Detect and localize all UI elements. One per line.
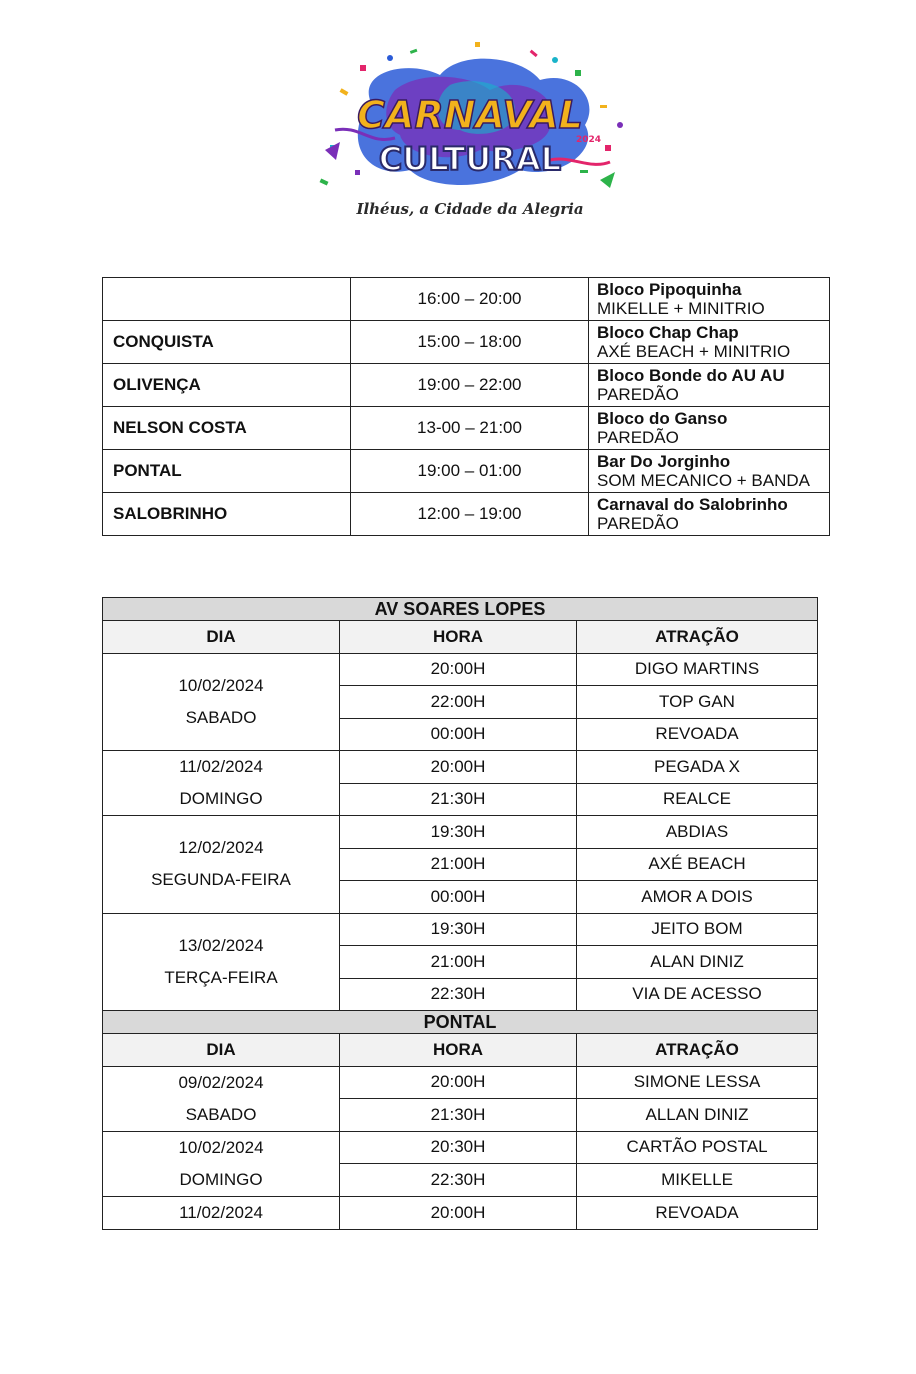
day-cell [103, 816, 340, 914]
day-date: 10/02/2024 [178, 675, 264, 695]
day-weekday: DOMINGO [179, 789, 263, 808]
bairro-row [103, 364, 830, 407]
attraction-subtitle: PAREDÃO [597, 385, 679, 404]
attraction-subtitle: SOM MECANICO + BANDA [597, 471, 811, 490]
time-cell: 12:00 – 19:00 [351, 493, 589, 536]
day-date: 13/02/2024 [178, 935, 264, 955]
attraction-cell: MIKELLE [577, 1164, 818, 1197]
attraction-cell: AMOR A DOIS [577, 881, 818, 914]
schedule-row [103, 751, 818, 784]
attraction-cell: AXÉ BEACH [577, 848, 818, 881]
day-date: 12/02/2024 [178, 838, 264, 858]
attraction-cell: REALCE [577, 783, 818, 816]
bairros-table [102, 277, 830, 536]
bairro-row [103, 493, 830, 536]
pontal-section-title: PONTAL [103, 1011, 818, 1034]
day-date: 11/02/2024 [179, 1202, 263, 1222]
soares-header-row [103, 621, 818, 654]
svg-text:CARNAVAL: CARNAVAL [357, 93, 583, 137]
attraction-cell: PEGADA X [577, 751, 818, 784]
day-date: 11/02/2024 [179, 757, 263, 776]
attraction-cell: SIMONE LESSA [577, 1066, 818, 1099]
attraction-cell: ABDIAS [577, 816, 818, 849]
location-cell: PONTAL [103, 450, 351, 493]
location-cell [103, 278, 351, 321]
day-cell [103, 1131, 340, 1196]
column-header-day: DIA [103, 1034, 340, 1067]
attraction-subtitle: PAREDÃO [597, 428, 679, 447]
attraction-subtitle: MIKELLE + MINITRIO [597, 299, 765, 318]
schedule-row [103, 653, 818, 686]
day-cell [103, 751, 340, 816]
pontal-header-row [103, 1034, 818, 1067]
location-cell: NELSON COSTA [103, 407, 351, 450]
day-cell [103, 1066, 340, 1131]
svg-text:CULTURAL: CULTURAL [378, 140, 562, 178]
attraction-cell: TOP GAN [577, 686, 818, 719]
hour-cell: 20:00H [340, 1196, 577, 1229]
bairro-row [103, 407, 830, 450]
carnaval-logo [300, 30, 640, 225]
attraction-title: Bloco Pipoquinha [597, 280, 742, 299]
svg-text:2024: 2024 [576, 135, 602, 145]
hour-cell: 00:00H [340, 718, 577, 751]
attraction-subtitle: PAREDÃO [597, 514, 679, 533]
attraction-cell [589, 278, 830, 321]
attraction-cell: CARTÃO POSTAL [577, 1131, 818, 1164]
location-cell: SALOBRINHO [103, 493, 351, 536]
schedule-row [103, 1131, 818, 1164]
attraction-title: Bloco Bonde do AU AU [597, 366, 785, 385]
attraction-cell: ALLAN DINIZ [577, 1099, 818, 1132]
hour-cell: 20:00H [340, 751, 577, 784]
day-cell [103, 653, 340, 751]
column-header-hour: HORA [340, 621, 577, 654]
attraction-cell [589, 450, 830, 493]
day-weekday: SABADO [185, 1104, 257, 1124]
day-date: 10/02/2024 [178, 1137, 264, 1157]
column-header-day: DIA [103, 621, 340, 654]
day-cell [103, 913, 340, 1011]
time-cell: 19:00 – 01:00 [351, 450, 589, 493]
soares-section-title-row [103, 598, 818, 621]
time-cell: 15:00 – 18:00 [351, 321, 589, 364]
hour-cell: 21:00H [340, 946, 577, 979]
time-cell: 13-00 – 21:00 [351, 407, 589, 450]
logo-tagline: Ilhéus, a Cidade da Alegria [356, 200, 584, 218]
hour-cell: 20:00H [340, 1066, 577, 1099]
attraction-cell: DIGO MARTINS [577, 653, 818, 686]
attraction-subtitle: AXÉ BEACH + MINITRIO [597, 342, 791, 361]
hour-cell: 20:00H [340, 653, 577, 686]
confetti-splash-icon [300, 30, 640, 200]
day-weekday: SABADO [185, 707, 257, 727]
hour-cell: 21:30H [340, 783, 577, 816]
day-weekday: TERÇA-FEIRA [164, 967, 278, 987]
pontal-section-title-row [103, 1011, 818, 1034]
hour-cell: 21:00H [340, 848, 577, 881]
attraction-cell [589, 493, 830, 536]
bairro-row [103, 321, 830, 364]
hour-cell: 22:30H [340, 1164, 577, 1197]
hour-cell: 19:30H [340, 913, 577, 946]
day-weekday: DOMINGO [179, 1169, 263, 1189]
time-cell: 16:00 – 20:00 [351, 278, 589, 321]
attraction-cell [589, 407, 830, 450]
day-date: 09/02/2024 [178, 1072, 264, 1092]
column-header-attraction: ATRAÇÃO [577, 621, 818, 654]
column-header-attraction: ATRAÇÃO [577, 1034, 818, 1067]
schedule-row [103, 913, 818, 946]
attraction-cell [589, 321, 830, 364]
hour-cell: 19:30H [340, 816, 577, 849]
location-cell: CONQUISTA [103, 321, 351, 364]
schedule-row [103, 1196, 818, 1229]
attraction-title: Bloco Chap Chap [597, 323, 739, 342]
day-cell [103, 1196, 340, 1229]
attraction-title: Bar Do Jorginho [597, 452, 731, 471]
schedule-row [103, 816, 818, 849]
time-cell: 19:00 – 22:00 [351, 364, 589, 407]
attraction-cell: VIA DE ACESSO [577, 978, 818, 1011]
attraction-cell: REVOADA [577, 718, 818, 751]
attraction-title: Carnaval do Salobrinho [597, 495, 788, 514]
bairro-row [103, 450, 830, 493]
attraction-cell [589, 364, 830, 407]
hour-cell: 20:30H [340, 1131, 577, 1164]
hour-cell: 22:00H [340, 686, 577, 719]
column-header-hour: HORA [340, 1034, 577, 1067]
hour-cell: 21:30H [340, 1099, 577, 1132]
bairro-row [103, 278, 830, 321]
schedule-table [102, 597, 818, 1230]
soares-section-title: AV SOARES LOPES [103, 598, 818, 621]
day-weekday: SEGUNDA-FEIRA [151, 870, 291, 890]
schedule-row [103, 1066, 818, 1099]
attraction-cell: REVOADA [577, 1196, 818, 1229]
location-cell: OLIVENÇA [103, 364, 351, 407]
attraction-title: Bloco do Ganso [597, 409, 728, 428]
attraction-cell: ALAN DINIZ [577, 946, 818, 979]
attraction-cell: JEITO BOM [577, 913, 818, 946]
hour-cell: 22:30H [340, 978, 577, 1011]
hour-cell: 00:00H [340, 881, 577, 914]
